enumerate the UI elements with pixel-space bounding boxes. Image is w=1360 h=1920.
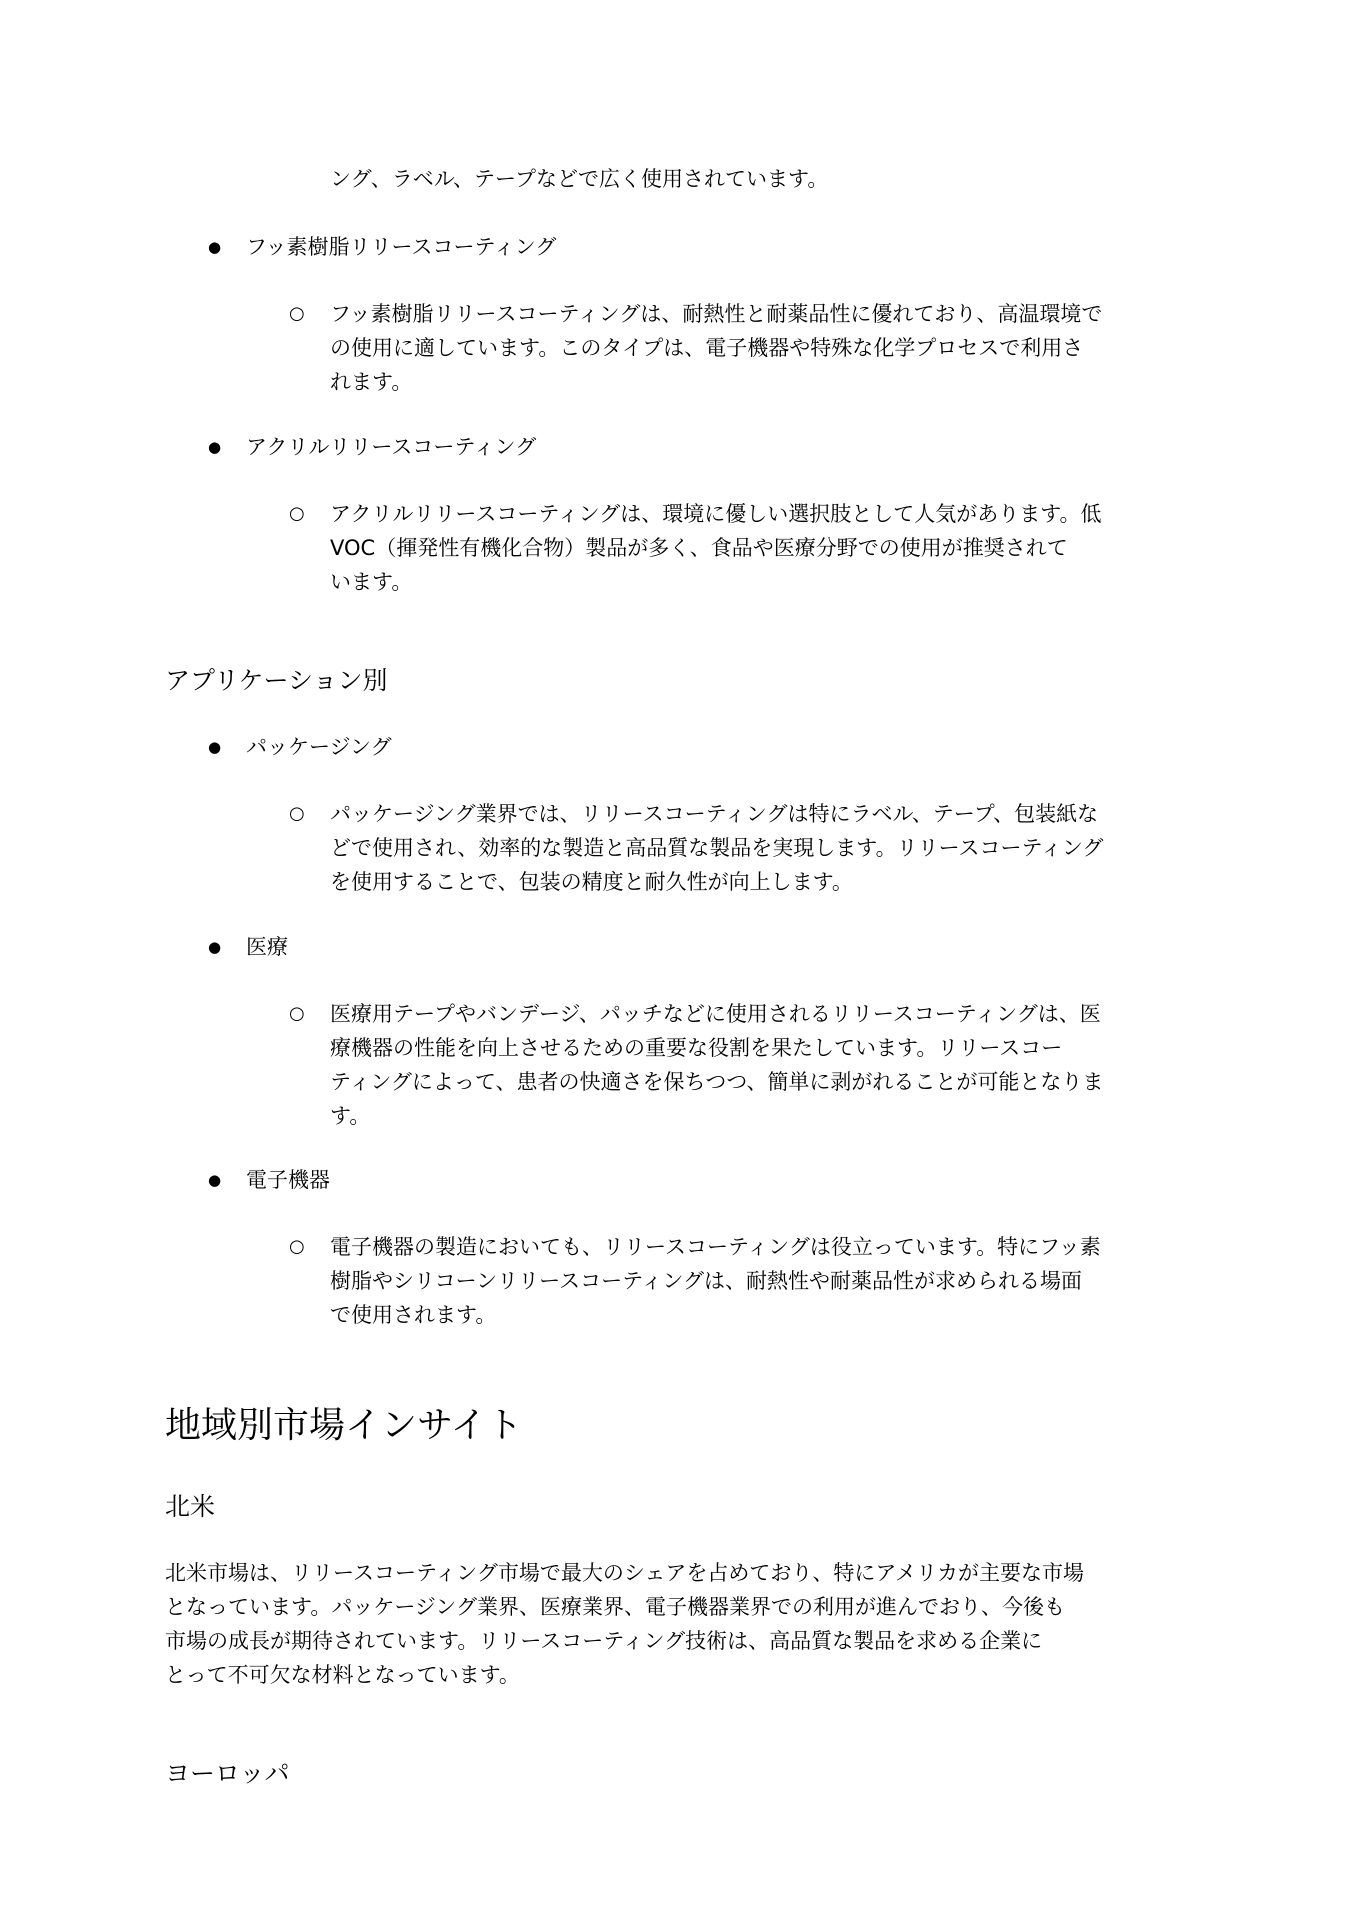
list-item-description (330, 797, 1103, 899)
list-item-description (330, 297, 1102, 399)
description-line: フッ素樹脂リリースコーティングは、耐熱性と耐薬品性に優れており、高温環境で (330, 302, 1103, 326)
subsection-heading: ヨーロッパ (165, 1759, 290, 1788)
list-item-description (330, 497, 1102, 599)
list-item-label: 電子機器 (246, 1168, 330, 1192)
description-line: を使用することで、包装の精度と耐久性が向上します。 (330, 870, 853, 894)
paragraph-line: 北米市場は、リリースコーティング市場で最大のシェアを占めており、特にアメリカが主要な市場 (165, 1561, 1084, 1585)
continuation-text: ング、ラベル、テープなどで広く使用されています。 (330, 167, 829, 191)
description-line: す。 (330, 1104, 371, 1128)
bullet-marker: ● (208, 738, 222, 756)
description-line: れます。 (330, 370, 413, 394)
description-line: 樹脂やシリコーンリリースコーティングは、耐熱性や耐薬品性が求められる場面 (330, 1269, 1083, 1293)
description-line: 電子機器の製造においても、リリースコーティングは役立っています。特にフッ素 (330, 1235, 1101, 1259)
paragraph-line: とって不可欠な材料となっています。 (165, 1663, 520, 1687)
bullet-marker: ● (208, 938, 222, 956)
description-line: パッケージング業界では、リリースコーティングは特にラベル、テープ、包装紙な (330, 802, 1099, 826)
sub-bullet-marker: ○ (289, 503, 305, 524)
paragraph-line: となっています。パッケージング業界、医療業界、電子機器業界での利用が進んでおり、今後も (165, 1595, 1065, 1619)
sub-bullet-marker: ○ (289, 303, 305, 324)
section-heading: アプリケーション別 (165, 666, 388, 695)
bullet-marker: ● (208, 238, 222, 256)
description-line: どで使用され、効率的な製造と高品質な製品を実現します。リリースコーティング (330, 836, 1104, 860)
bullet-marker: ● (208, 438, 222, 456)
list-item-label: 医療 (246, 935, 288, 959)
sub-bullet-marker: ○ (289, 1003, 305, 1024)
sub-bullet-marker: ○ (289, 1236, 305, 1257)
list-item-description (330, 1230, 1101, 1332)
paragraph-line: 市場の成長が期待されています。リリースコーティング技術は、高品質な製品を求める企業に (165, 1629, 1043, 1653)
description-line: ティングによって、患者の快適さを保ちつつ、簡単に剥がれることが可能となりま (330, 1070, 1104, 1094)
subsection-heading: 北米 (165, 1492, 216, 1521)
description-line: アクリルリリースコーティングは、環境に優しい選択肢として人気があります。低 (330, 502, 1102, 526)
bullet-marker: ● (208, 1171, 222, 1189)
section-title: 地域別市場インサイト (165, 1405, 523, 1446)
body-paragraph (165, 1556, 1084, 1692)
description-line: で使用されます。 (330, 1303, 497, 1327)
description-line: の使用に適しています。このタイプは、電子機器や特殊な化学プロセスで利用さ (330, 336, 1084, 360)
list-item-label: アクリルリリースコーティング (246, 435, 537, 459)
list-item-label: フッ素樹脂リリースコーティング (246, 235, 557, 259)
description-line: 医療用テープやバンデージ、パッチなどに使用されるリリースコーティングは、医 (330, 1002, 1101, 1026)
description-line: います。 (330, 570, 413, 594)
sub-bullet-marker: ○ (289, 803, 305, 824)
description-line: 療機器の性能を向上させるための重要な役割を果たしています。リリースコー (330, 1036, 1063, 1060)
list-item-label: パッケージング (246, 735, 392, 759)
description-line: VOC（揮発性有機化合物）製品が多く、食品や医療分野での使用が推奨されて (330, 536, 1068, 560)
list-item-description (330, 997, 1103, 1133)
